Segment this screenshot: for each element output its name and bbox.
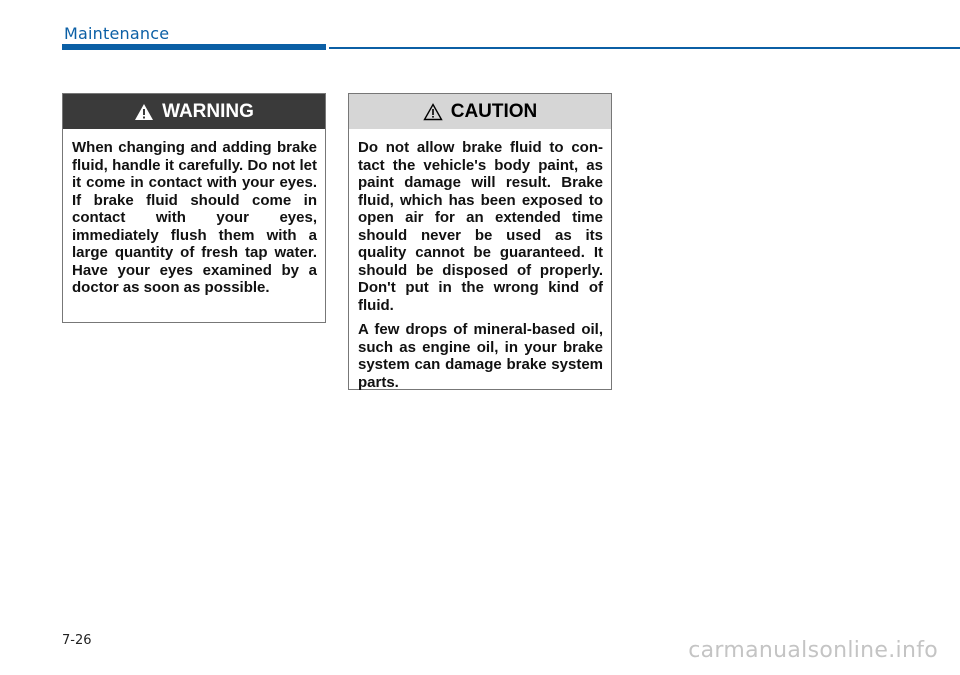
page-number: 7-26 <box>62 633 92 648</box>
caution-paragraph-1: Do not allow brake fluid to con-tact the vehicle's body paint, as paint damage will result. Brake fluid, which has been exposed to open air for an extended time should never be used as its quality cannot be guaranteed. It should be disposed of properly. Don't put in the wrong kind of fluid. <box>358 139 603 314</box>
caution-paragraph-2: A few drops of mineral-based oil, such as engine oil, in your brake system can damage brake system parts. <box>358 321 603 391</box>
caution-header <box>349 94 611 129</box>
header-rule-thick <box>62 44 326 50</box>
warning-title: WARNING <box>162 100 254 122</box>
warning-paragraph: When changing and adding brake fluid, handle it carefully. Do not let it come in contact with your eyes. If brake fluid should come in contact with your eyes, immediately flush them with a large quantity of fresh tap water. Have your eyes examined by a doctor as soon as possible. <box>72 139 317 296</box>
caution-triangle-icon <box>423 103 443 121</box>
warning-body <box>63 129 325 297</box>
section-title: Maintenance <box>64 24 170 43</box>
caution-box <box>348 93 612 390</box>
warning-box <box>62 93 326 323</box>
caution-title: CAUTION <box>450 100 538 122</box>
caution-body <box>349 129 611 391</box>
watermark: carmanualsonline.info <box>688 638 938 663</box>
header-rule-thin <box>329 47 960 49</box>
warning-header <box>63 94 325 129</box>
warning-triangle-icon <box>134 103 154 121</box>
